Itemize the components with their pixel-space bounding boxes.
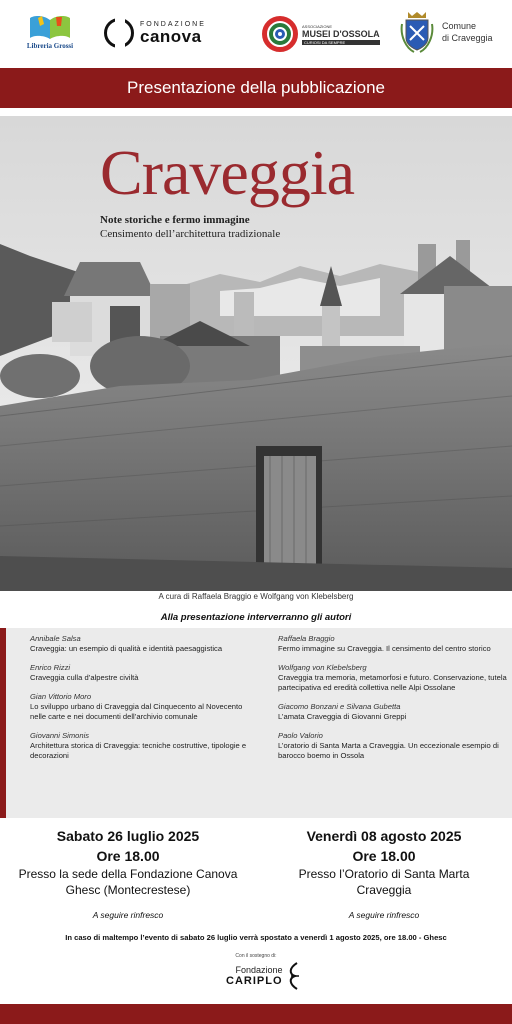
author-name: Enrico Rizzi <box>30 663 71 672</box>
author-topic: Craveggia: un esempio di qualità e identità paesaggistica <box>30 644 223 653</box>
open-book-icon <box>28 14 72 40</box>
fondazione-canova-logo <box>104 18 206 48</box>
author-entry <box>278 731 508 761</box>
author-name: Paolo Valorio <box>278 731 323 740</box>
musei-rings-icon <box>262 16 298 52</box>
author-entry <box>30 731 260 761</box>
speakers-intro: Alla presentazione interverranno gli autori <box>160 612 352 623</box>
author-entry <box>278 634 508 654</box>
event-banner: Presentazione della pubblicazione <box>0 68 512 108</box>
canova-circle-icon <box>104 18 134 48</box>
event-followup: A seguire rinfresco <box>92 910 164 920</box>
author-topic: Architettura storica di Craveggia: tecniche costruttive, tipologie e decorazioni <box>30 741 247 760</box>
author-topic: Lo sviluppo urbano di Craveggia dal Cinquecento al Novecento nelle carte e nei documenti dell’archivio comunale <box>30 702 243 721</box>
event-location: Ghesc (Montecrestese) <box>65 883 191 897</box>
bad-weather-notice: In caso di maltempo l’evento di sabato 26 luglio verrà spostato a venerdì 1 agosto 2025, ore 18.00 - Ghesc <box>65 933 447 942</box>
author-name: Wolfgang von Klebelsberg <box>278 663 367 672</box>
author-entry <box>278 702 508 722</box>
curated-by: A cura di Raffaela Braggio e Wolfgang von Klebelsberg <box>158 592 354 601</box>
bottom-bar <box>0 1004 512 1024</box>
musei-sub-label: CURIOSI DA SEMPRE <box>302 40 380 45</box>
event-time: Ore 18.00 <box>352 848 416 864</box>
musei-main-label: MUSEI D'OSSOLA <box>302 28 380 39</box>
musei-ossola-logo <box>262 16 380 52</box>
author-name: Annibale Salsa <box>30 634 81 643</box>
event-place: Presso l’Oratorio di Santa Marta <box>298 867 470 881</box>
comune-line2: di Craveggia <box>442 33 493 43</box>
canova-main-label: canova <box>140 27 202 46</box>
event-date: Sabato 26 luglio 2025 <box>56 828 200 844</box>
authors-right-column <box>278 634 508 770</box>
logos-header <box>0 0 512 68</box>
author-name: Giacomo Bonzani e Silvana Gubetta <box>278 702 401 711</box>
fondazione-cariplo-logo <box>226 962 301 990</box>
author-name: Giovanni Simonis <box>30 731 90 740</box>
cariplo-top-label: Fondazione <box>235 965 283 975</box>
cariplo-main-label: CARIPLO <box>226 975 283 987</box>
author-name: Gian Vittorio Moro <box>30 692 92 701</box>
event-date: Venerdì 08 agosto 2025 <box>306 828 462 844</box>
book-subtitle-2: Censimento dell’architettura tradizionale <box>100 228 281 240</box>
book-subtitle-1: Note storiche e fermo immagine <box>100 214 250 226</box>
author-topic: Craveggia culla d’alpestre civiltà <box>30 673 139 682</box>
comune-line1: Comune <box>442 21 477 31</box>
comune-craveggia-logo <box>400 10 493 54</box>
author-entry <box>30 634 260 654</box>
event-location: Craveggia <box>356 883 412 897</box>
support-label: Con il sostegno di: <box>235 953 277 959</box>
musei-top-label: ASSOCIAZIONE <box>302 23 333 29</box>
events-section <box>0 826 512 942</box>
event-followup: A seguire rinfresco <box>348 910 420 920</box>
libreria-grossi-logo <box>22 14 78 50</box>
coat-of-arms-icon <box>400 10 434 54</box>
canova-top-label: FONDAZIONE <box>140 21 206 28</box>
author-topic: Fermo immagine su Craveggia. Il censimento del centro storico <box>278 644 491 653</box>
author-topic: Craveggia tra memoria, metamorfosi e futuro. Conservazione, tutela partecipativa ed eredità collettiva nelle Alpi Ossolane <box>278 673 507 692</box>
author-entry <box>30 663 260 683</box>
event-place: Presso la sede della Fondazione Canova <box>18 867 238 881</box>
author-name: Raffaela Braggio <box>278 634 335 643</box>
author-entry <box>278 663 508 693</box>
author-topic: L’amata Craveggia di Giovanni Greppi <box>278 712 407 721</box>
event-saturday <box>0 826 256 920</box>
cariplo-mark-icon <box>287 962 301 990</box>
authors-left-column <box>30 634 260 770</box>
event-time: Ore 18.00 <box>96 848 160 864</box>
author-topic: L’oratorio di Santa Marta a Craveggia. Un eccezionale esempio di barocco boemo in Ossola <box>278 741 499 760</box>
author-entry <box>30 692 260 722</box>
event-friday <box>256 826 512 920</box>
book-title: Craveggia <box>100 137 354 208</box>
authors-panel <box>0 628 512 818</box>
libreria-grossi-label: Libreria Grossi <box>26 42 74 50</box>
